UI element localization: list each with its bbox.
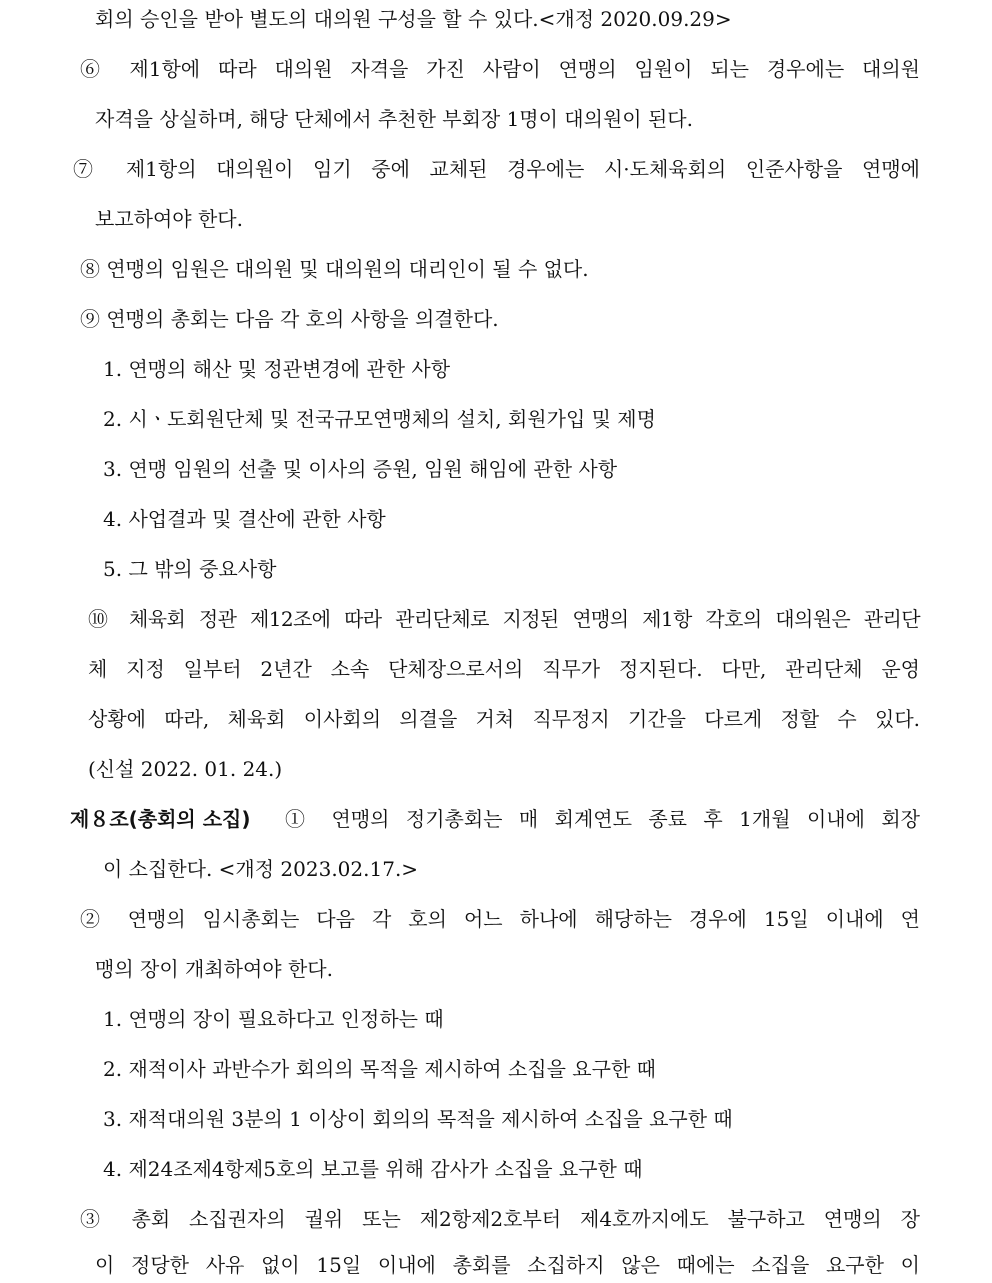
- list-item: 3. 연맹 임원의 선출 및 이사의 증원, 임원 해임에 관한 사항: [103, 457, 618, 481]
- article-8-paragraph-3-line-2: 이 정당한 사유 없이 15일 이내에 총회를 소집하지 않은 때에는 소집을 요구한 이: [95, 1253, 920, 1277]
- paragraph-8: ⑧ 연맹의 임원은 대의원 및 대의원의 대리인이 될 수 없다.: [80, 257, 589, 281]
- article-8-paragraph-1-line-1: ① 연맹의 정기총회는 매 회계연도 종료 후 1개월 이내에 회장: [285, 807, 920, 831]
- paragraph-6-line-2: 자격을 상실하며, 해당 단체에서 추천한 부회장 1명이 대의원이 된다.: [95, 107, 693, 131]
- article-8-paragraph-1-line-2: 이 소집한다. <개정 2023.02.17.>: [103, 857, 419, 881]
- article-8-paragraph-2-line-2: 맹의 장이 개최하여야 한다.: [95, 957, 333, 981]
- list-item: 4. 사업결과 및 결산에 관한 사항: [103, 507, 386, 531]
- paragraph-10-line-1: ⑩ 체육회 정관 제12조에 따라 관리단체로 지정된 연맹의 제1항 각호의 대의원은 관리단: [88, 607, 920, 631]
- paragraph-7-line-1: ⑦ 제1항의 대의원이 임기 중에 교체된 경우에는 시·도체육회의 인준사항을 연맹에: [73, 157, 920, 181]
- list-item: 1. 연맹의 장이 필요하다고 인정하는 때: [103, 1007, 444, 1031]
- article-8-paragraph-3-line-1: ③ 총회 소집권자의 궐위 또는 제2항제2호부터 제4호까지에도 불구하고 연맹의 장: [80, 1207, 920, 1231]
- article-8-heading: 제８조(총회의 소집): [70, 807, 251, 831]
- list-item: 3. 재적대의원 3분의 1 이상이 회의의 목적을 제시하여 소집을 요구한 때: [103, 1107, 733, 1131]
- list-item: 4. 제24조제4항제5호의 보고를 위해 감사가 소집을 요구한 때: [103, 1157, 643, 1181]
- list-item: 2. 시ㆍ도회원단체 및 전국규모연맹체의 설치, 회원가입 및 제명: [103, 407, 656, 431]
- text-line-continuation: 회의 승인을 받아 별도의 대의원 구성을 할 수 있다.<개정 2020.09.29>: [95, 7, 732, 31]
- list-item: 1. 연맹의 해산 및 정관변경에 관한 사항: [103, 357, 451, 381]
- list-item: 2. 재적이사 과반수가 회의의 목적을 제시하여 소집을 요구한 때: [103, 1057, 656, 1081]
- article-8-paragraph-2-line-1: ② 연맹의 임시총회는 다음 각 호의 어느 하나에 해당하는 경우에 15일 이내에 연: [80, 907, 920, 931]
- paragraph-9: ⑨ 연맹의 총회는 다음 각 호의 사항을 의결한다.: [80, 307, 499, 331]
- paragraph-6-line-1: ⑥ 제1항에 따라 대의원 자격을 가진 사람이 연맹의 임원이 되는 경우에는 대의원: [80, 57, 920, 81]
- paragraph-10-line-3: 상황에 따라, 체육회 이사회의 의결을 거쳐 직무정지 기간을 다르게 정할 수 있다.: [88, 707, 920, 731]
- list-item: 5. 그 밖의 중요사항: [103, 557, 277, 581]
- paragraph-10-line-2: 체 지정 일부터 2년간 소속 단체장으로서의 직무가 정지된다. 다만, 관리단체 운영: [88, 657, 920, 681]
- paragraph-7-line-2: 보고하여야 한다.: [95, 207, 243, 231]
- paragraph-10-line-4: (신설 2022. 01. 24.): [88, 757, 283, 781]
